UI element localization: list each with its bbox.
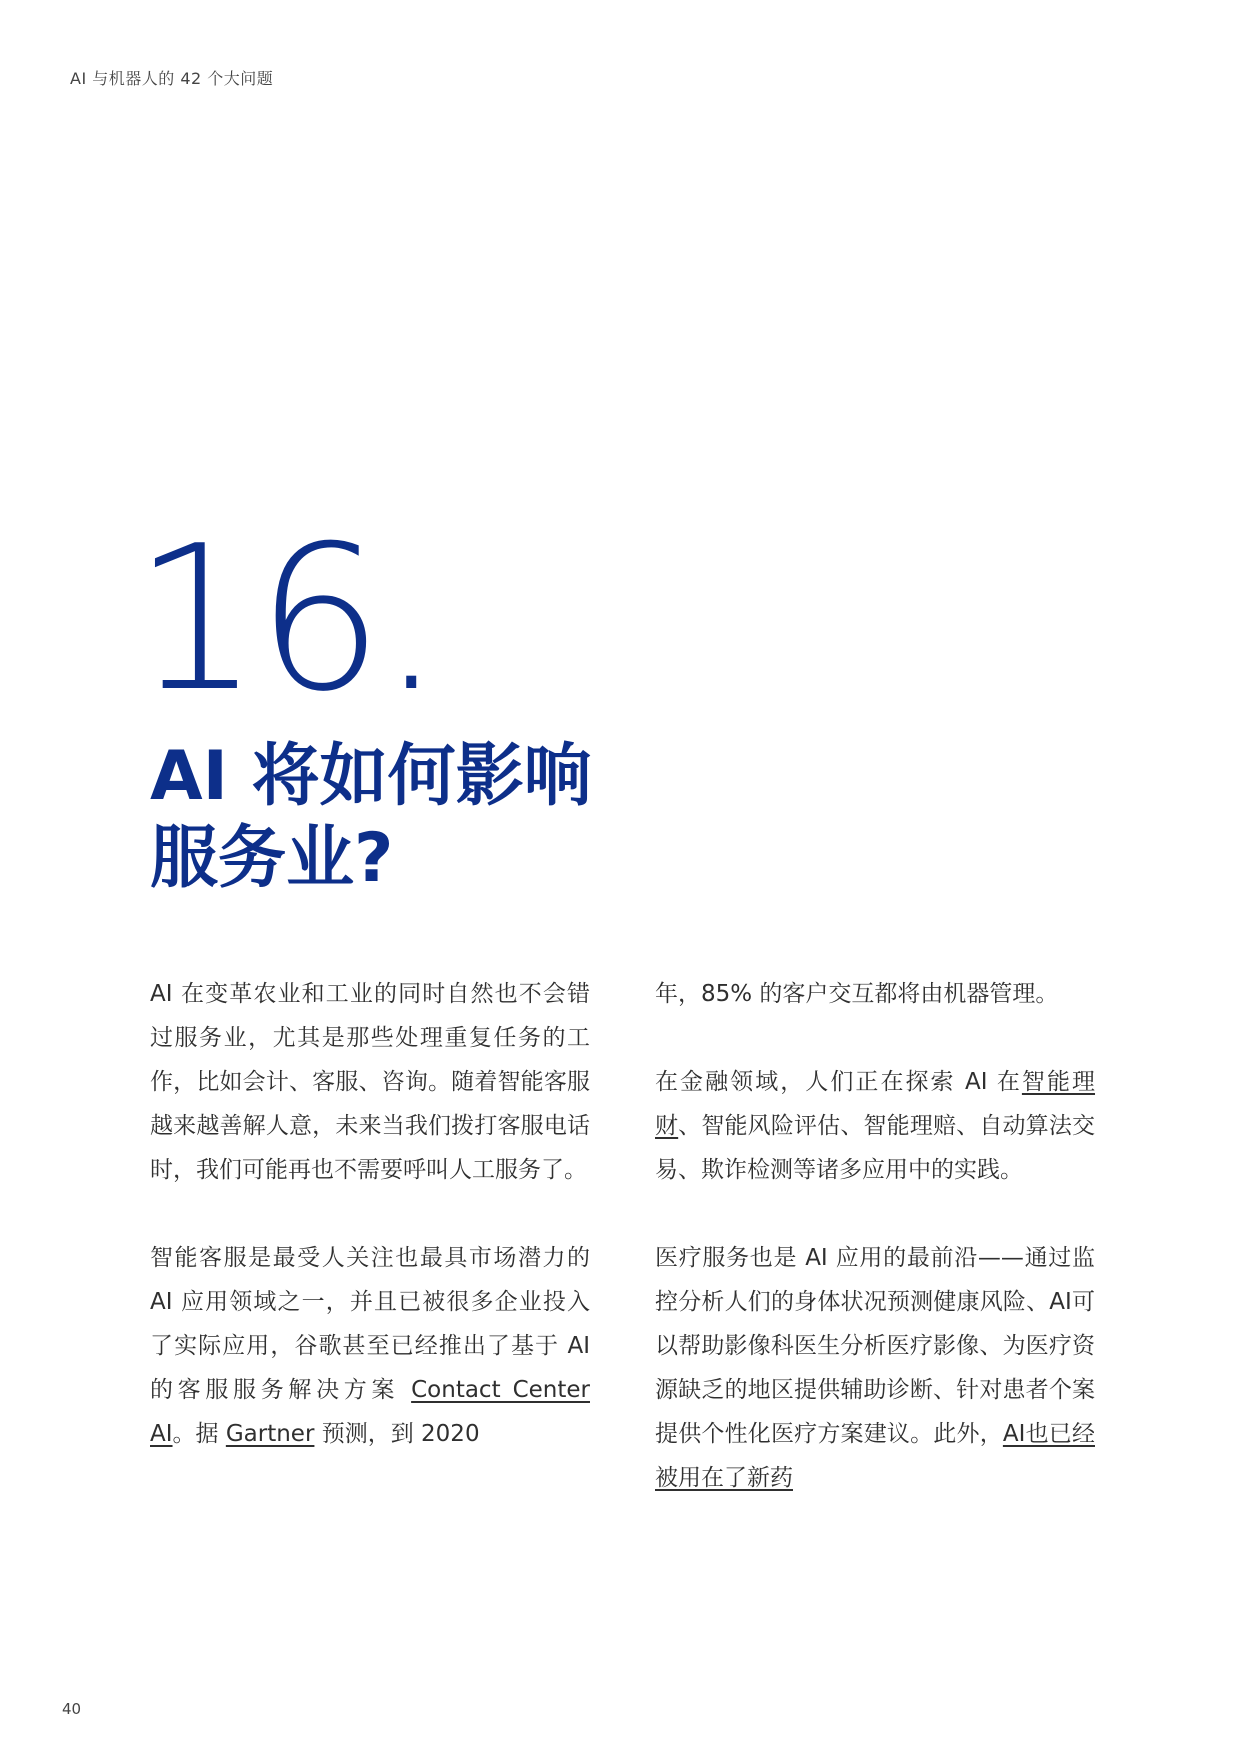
link-gartner[interactable]: Gartner <box>225 1421 315 1447</box>
link-ai-new-drugs[interactable]: AI也已经被用在了新药 <box>655 1421 1095 1491</box>
paragraph-text: 预测，到 2020 <box>314 1421 480 1447</box>
paragraph-healthcare <box>655 1236 1095 1500</box>
page-number: 40 <box>62 1700 82 1718</box>
paragraph-text: 在金融领域，人们正在探索 AI 在 <box>655 1069 1022 1095</box>
chapter-title-line-1: AI 将如何影响 <box>150 737 592 816</box>
paragraph-customer-interaction: 年，85% 的客户交互都将由机器管理。 <box>655 981 1059 1007</box>
paragraph-text: 智能客服是最受人关注也最具市场潜力的 AI 应用领域之一，并且已被很多企业投入了实际应用，谷歌甚至已经推出了基于 AI 的客服服务解决方案 <box>150 1245 590 1403</box>
body-column-left <box>150 972 590 1500</box>
chapter-number: 16. <box>133 503 440 736</box>
paragraph-smart-customer-service <box>150 1236 590 1456</box>
link-contact-center-ai[interactable]: Contact Center AI <box>150 1377 590 1447</box>
running-header: AI 与机器人的 42 个大问题 <box>70 69 274 88</box>
chapter-title-line-2: 服务业? <box>150 819 394 898</box>
paragraph-finance <box>655 1060 1095 1192</box>
link-smart-wealth-management[interactable]: 智能理财 <box>655 1069 1096 1139</box>
body-column-right <box>655 972 1095 1544</box>
paragraph-service-industry: AI 在变革农业和工业的同时自然也不会错过服务业，尤其是那些处理重复任务的工作，比如会计、客服、咨询。随着智能客服越来越善解人意，未来当我们拨打客服电话时，我们可能再也不需要呼叫人工服务了。 <box>150 981 590 1183</box>
paragraph-text: 、智能风险评估、智能理赔、自动算法交易、欺诈检测等诸多应用中的实践。 <box>655 1113 1096 1183</box>
chapter-title <box>150 736 670 900</box>
paragraph-text: 医疗服务也是 AI 应用的最前沿——通过监控分析人们的身体状况预测健康风险、AI可以帮助影像科医生分析医疗影像、为医疗资源缺乏的地区提供辅助诊断、针对患者个案提供个性化医疗方案建议。此外， <box>655 1245 1095 1447</box>
paragraph-text: 。据 <box>172 1421 226 1447</box>
